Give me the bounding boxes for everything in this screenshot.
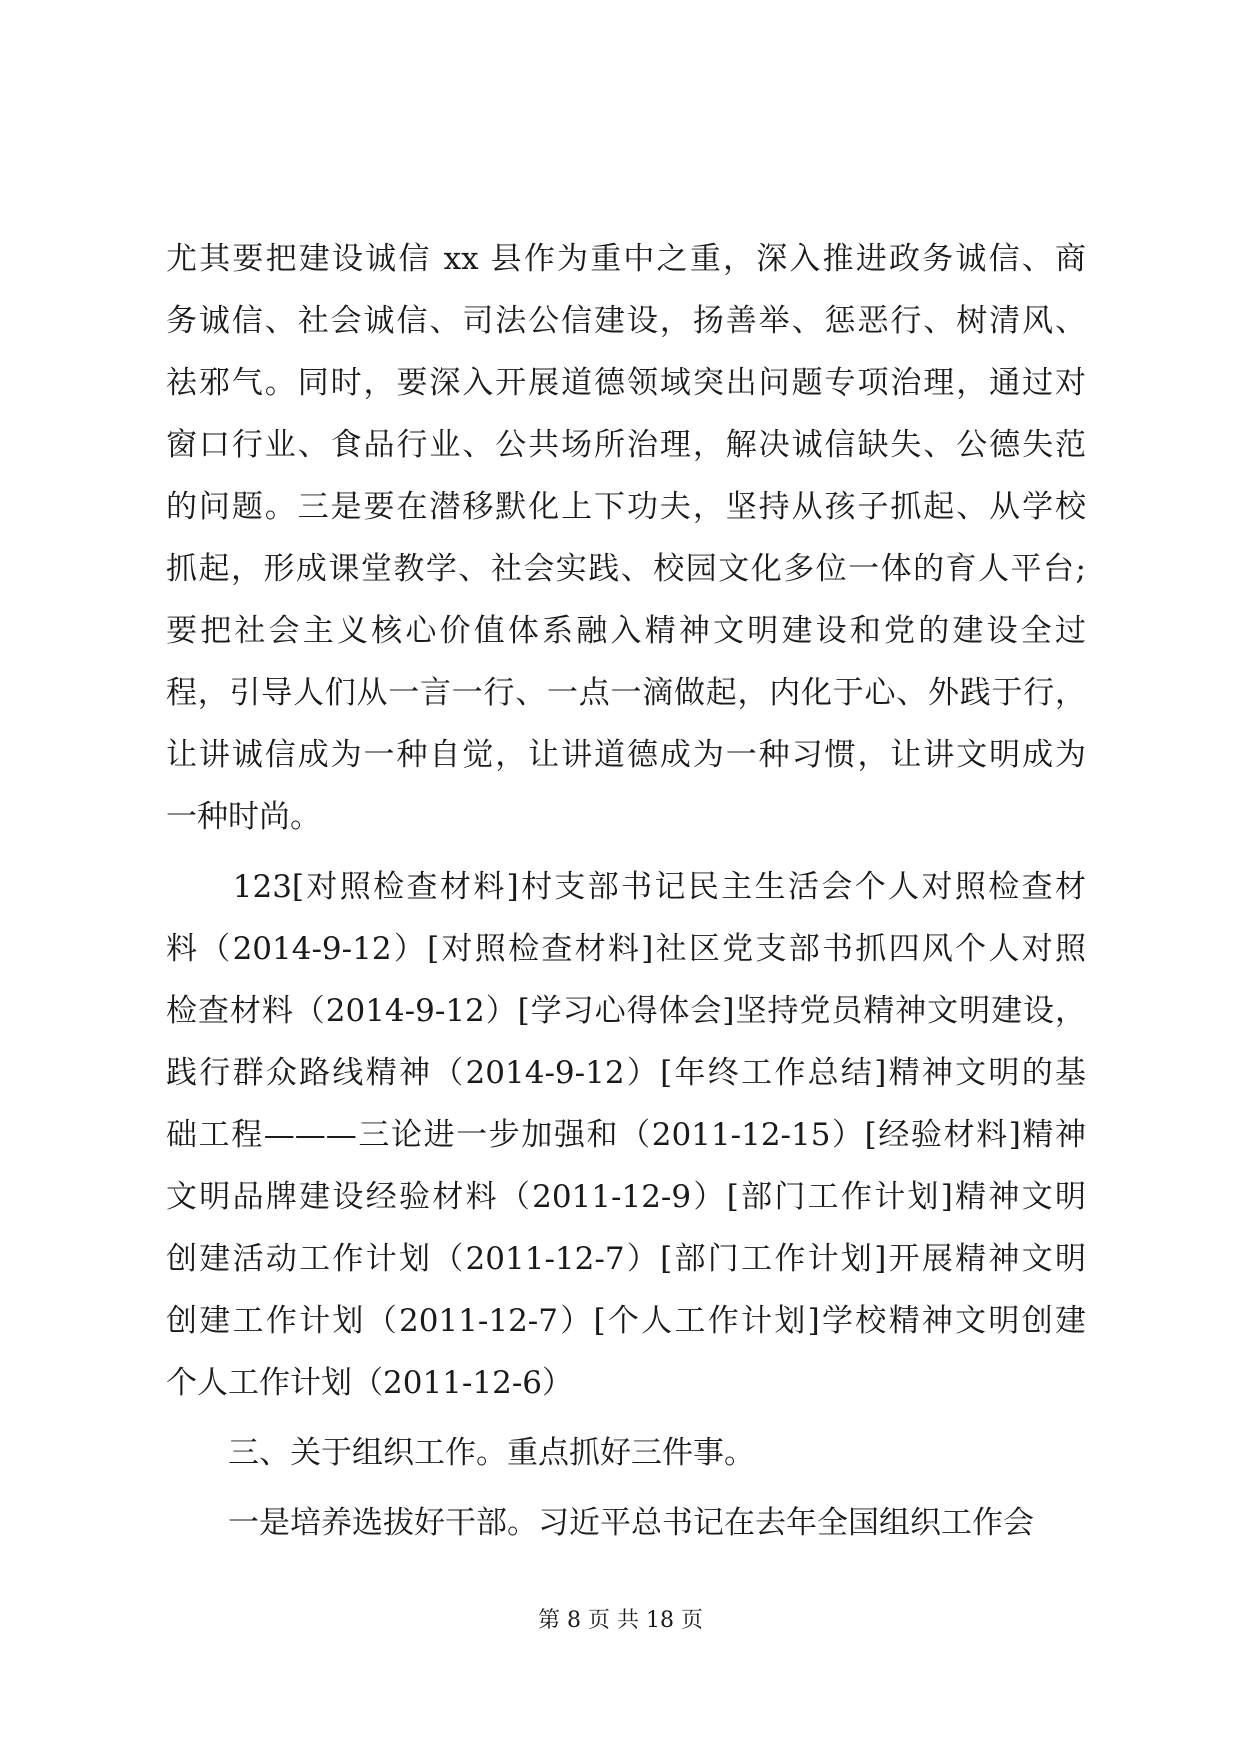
text-line: 创建活动工作计划（2011-12-7）[部门工作计划]开展精神文明 <box>166 1241 1086 1277</box>
text-line: 创建工作计划（2011-12-7）[个人工作计划]学校精神文明创建 <box>166 1303 1086 1339</box>
text-line: 要把社会主义核心价值体系融入精神文明建设和党的建设全过 <box>166 613 1086 649</box>
text-line: 抓起，形成课堂教学、社会实践、校园文化多位一体的育人平台; <box>166 551 1086 587</box>
text-line: 础工程———三论进一步加强和（2011-12-15）[经验材料]精神 <box>166 1117 1086 1153</box>
paragraph <box>166 228 1086 848</box>
text-line: 个人工作计划（2011-12-6） <box>166 1365 574 1401</box>
section-heading: 三、关于组织工作。重点抓好三件事。 <box>166 1435 755 1471</box>
text-line: 文明品牌建设经验材料（2011-12-9）[部门工作计划]精神文明 <box>166 1179 1086 1215</box>
paragraph <box>166 856 1086 1414</box>
document-body <box>166 228 1086 1554</box>
text-line: 程，引导人们从一言一行、一点一滴做起，内化于心、外践于行， <box>166 675 1086 711</box>
text-line: 窗口行业、食品行业、公共场所治理，解决诚信缺失、公德失范 <box>166 427 1086 463</box>
page-footer: 第 8 页 共 18 页 <box>538 1608 703 1633</box>
text-line: 一是培养选拔好干部。习近平总书记在去年全国组织工作会 <box>166 1505 1034 1541</box>
paragraph <box>166 1492 1086 1554</box>
text-line: 料（2014-9-12）[对照检查材料]社区党支部书抓四风个人对照 <box>166 931 1086 967</box>
text-line: 123[对照检查材料]村支部书记民主生活会个人对照检查材 <box>166 869 1086 905</box>
text-line: 让讲诚信成为一种自觉，让讲道德成为一种习惯，让讲文明成为 <box>166 737 1086 773</box>
text-line: 务诚信、社会诚信、司法公信建设，扬善举、惩恶行、树清风、 <box>166 303 1086 339</box>
paragraph <box>166 1422 1086 1484</box>
text-line: 尤其要把建设诚信 xx 县作为重中之重，深入推进政务诚信、商 <box>166 241 1086 277</box>
text-line: 践行群众路线精神（2014-9-12）[年终工作总结]精神文明的基 <box>166 1055 1086 1091</box>
text-line: 祛邪气。同时，要深入开展道德领域突出问题专项治理，通过对 <box>166 365 1086 401</box>
text-line: 一种时尚。 <box>166 799 321 835</box>
text-line: 检查材料（2014-9-12）[学习心得体会]坚持党员精神文明建设， <box>166 993 1086 1029</box>
text-line: 的问题。三是要在潜移默化上下功夫，坚持从孩子抓起、从学校 <box>166 489 1086 525</box>
